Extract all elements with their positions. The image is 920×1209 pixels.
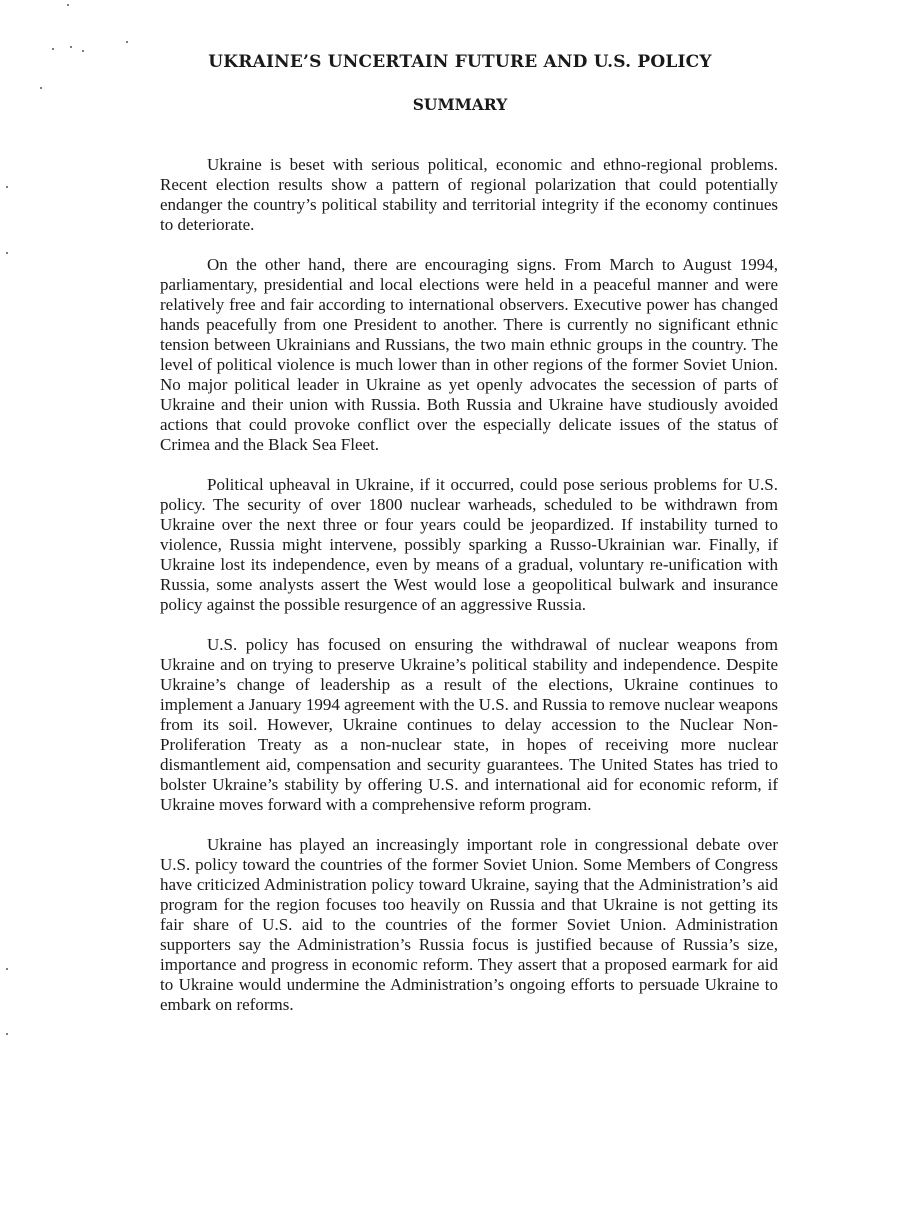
scan-speck	[70, 46, 72, 48]
paragraph: On the other hand, there are encouraging signs. From March to August 1994, parliamentary, presidential and local elections were held in a peaceful manner and were relatively free and fair according to international observers. Executive power has changed hands peacefully from one President to another. There is currently no significant ethnic tension between Ukrainians and Russians, the two main ethnic groups in the country. The level of political violence is much lower than in other regions of the former Soviet Union. No major political leader in Ukraine as yet openly advocates the secession of parts of Ukraine and their union with Russia. Both Russia and Ukraine have studiously avoided actions that could provoke conflict over the especially delicate issues of the status of Crimea and the Black Sea Fleet.	[160, 255, 778, 454]
paragraph: Ukraine has played an increasingly important role in congressional debate over U.S. policy toward the countries of the former Soviet Union. Some Members of Congress have criticized Administration policy toward Ukraine, saying that the Administration’s aid program for the region focuses too heavily on Russia and that Ukraine is not getting its fair share of U.S. aid to the countries of the former Soviet Union. Administration supporters say the Administration’s Russia focus is justified because of Russia’s size, importance and progress in economic reform. They assert that a proposed earmark for aid to Ukraine would undermine the Administration’s ongoing efforts to persuade Ukraine to embark on reforms.	[160, 835, 778, 1014]
scan-speck	[52, 48, 54, 50]
section-heading: SUMMARY	[412, 95, 508, 114]
scan-speck	[6, 1033, 8, 1035]
paragraph: Political upheaval in Ukraine, if it occurred, could pose serious problems for U.S. policy. The security of over 1800 nuclear warheads, scheduled to be withdrawn from Ukraine over the next three or four years could be jeopardized. If instability turned to violence, Russia might intervene, possibly sparking a Russo-Ukrainian war. Finally, if Ukraine lost its independence, even by means of a gradual, voluntary re-unification with Russia, some analysts assert the West would lose a geopolitical bulwark and insurance policy against the possible resurgence of an aggressive Russia.	[160, 475, 778, 614]
document-title: UKRAINE’S UNCERTAIN FUTURE AND U.S. POLICY	[208, 52, 712, 72]
scan-speck	[6, 252, 8, 254]
scan-speck	[6, 968, 8, 970]
scan-speck	[126, 41, 128, 43]
scan-speck	[67, 4, 69, 6]
scan-speck	[40, 87, 42, 89]
paragraph: U.S. policy has focused on ensuring the withdrawal of nuclear weapons from Ukraine and on trying to preserve Ukraine’s political stability and independence. Despite Ukraine’s change of leadership as a result of the elections, Ukraine continues to implement a January 1994 agreement with the U.S. and Russia to remove nuclear weapons from its soil. However, Ukraine continues to delay accession to the Nuclear Non-Proliferation Treaty as a non-nuclear state, in hopes of receiving more nuclear dismantlement aid, compensation and security guarantees. The United States has tried to bolster Ukraine’s stability by offering U.S. and international aid for economic reform, if Ukraine moves forward with a comprehensive reform program.	[160, 635, 778, 814]
scan-speck	[6, 186, 8, 188]
paragraph: Ukraine is beset with serious political, economic and ethno-regional problems. Recent election results show a pattern of regional polarization that could potentially endanger the country’s political stability and territorial integrity if the economy continues to deteriorate.	[160, 155, 778, 234]
summary-body	[160, 155, 778, 1035]
